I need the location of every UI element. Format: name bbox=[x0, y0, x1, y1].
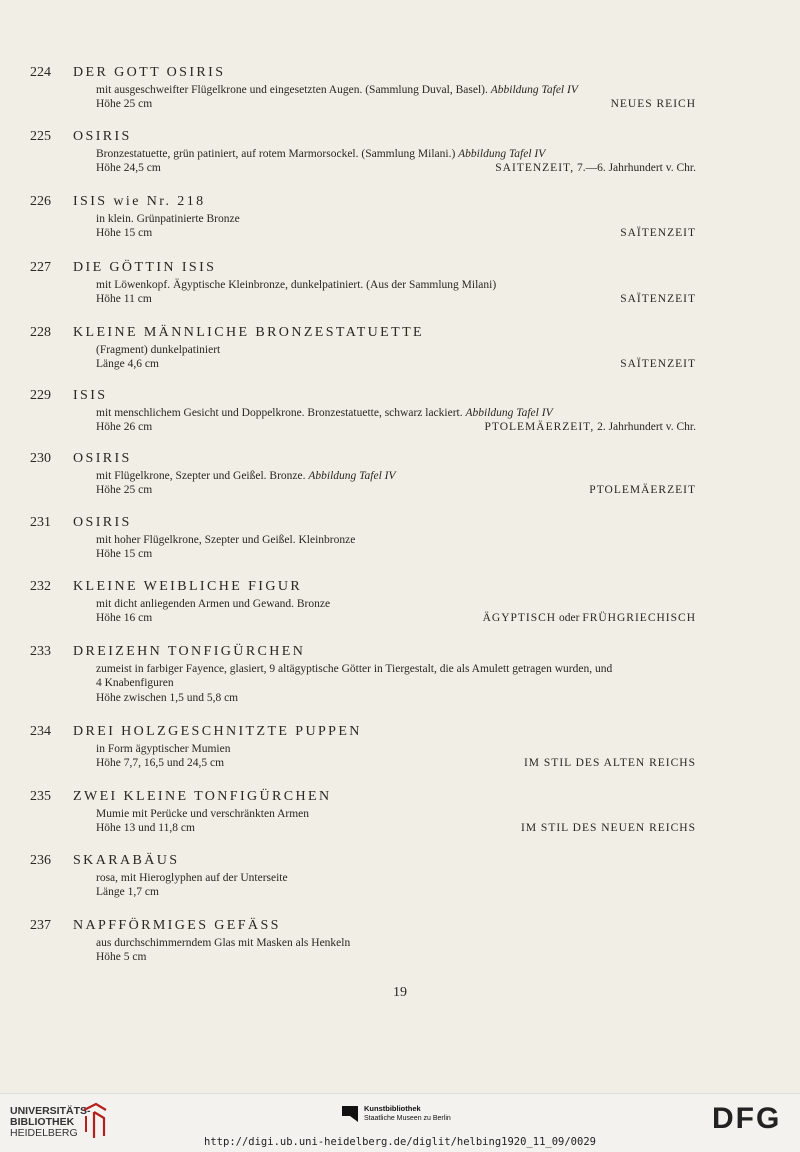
entry-line bbox=[96, 226, 696, 240]
entry-line-text: Höhe 15 cm bbox=[96, 548, 153, 561]
entry-line-text: Länge 1,7 cm bbox=[96, 886, 159, 899]
uni-line-2: BIBLIOTHEK bbox=[10, 1116, 75, 1128]
entry-period bbox=[620, 226, 696, 240]
entry-title: ISIS wie Nr. 218 bbox=[73, 194, 206, 209]
entry-number: 228 bbox=[30, 325, 51, 340]
uni-line-3: HEIDELBERG bbox=[10, 1127, 78, 1139]
entry-line-text: Höhe 11 cm bbox=[96, 293, 152, 306]
entry-line-text: mit Flügelkrone, Szepter und Geißel. Bronze. bbox=[96, 470, 309, 482]
entry-description bbox=[96, 147, 696, 176]
entry-period-alt: FRÜHGRIECHISCH bbox=[582, 612, 696, 625]
entry-line-text: Höhe zwischen 1,5 und 5,8 cm bbox=[96, 691, 239, 704]
kunst-line-2: Staatliche Museen zu Berlin bbox=[364, 1115, 451, 1122]
entry-line bbox=[96, 936, 696, 950]
entry-title: DREIZEHN TONFIGÜRCHEN bbox=[73, 644, 306, 659]
entry-line bbox=[96, 885, 696, 899]
entry-line bbox=[96, 420, 696, 434]
entry-number: 232 bbox=[30, 579, 51, 594]
entry-number: 229 bbox=[30, 388, 51, 403]
illustration-reference: Abbildung Tafel IV bbox=[465, 407, 553, 419]
entry-line bbox=[96, 212, 696, 226]
entry-period-main: IM STIL DES NEUEN REICHS bbox=[521, 822, 696, 835]
entry-line-text: Höhe 13 und 11,8 cm bbox=[96, 822, 195, 835]
entry-line bbox=[96, 597, 696, 611]
entry-period-main: PTOLEMÄERZEIT, bbox=[484, 421, 595, 434]
kunstbibliothek-logo[interactable] bbox=[340, 1104, 451, 1124]
entry-line bbox=[96, 292, 696, 306]
page-number: 19 bbox=[393, 985, 407, 1000]
entry-number: 224 bbox=[30, 65, 51, 80]
entry-description bbox=[96, 871, 696, 900]
entry-line bbox=[96, 83, 696, 97]
entry-title: OSIRIS bbox=[73, 451, 132, 466]
entry-line-text: in Form ägyptischer Mumien bbox=[96, 743, 231, 755]
entry-line bbox=[96, 756, 696, 770]
entry-description bbox=[96, 807, 696, 836]
entry-line bbox=[96, 871, 696, 885]
entry-description bbox=[96, 936, 696, 965]
entry-number: 234 bbox=[30, 724, 51, 739]
entry-description bbox=[96, 278, 696, 307]
entry-title: KLEINE WEIBLICHE FIGUR bbox=[73, 579, 303, 594]
entry-period-main: NEUES REICH bbox=[610, 98, 696, 111]
entry-period-main: ÄGYPTISCH bbox=[482, 612, 557, 625]
entry-line bbox=[96, 161, 696, 175]
entry-line-text: 4 Knabenfiguren bbox=[96, 677, 174, 690]
entry-period bbox=[611, 97, 696, 111]
entry-period-main: PTOLEMÄERZEIT bbox=[589, 484, 696, 497]
uni-line-1: UNIVERSITÄTS- bbox=[10, 1105, 91, 1117]
entry-line bbox=[96, 950, 696, 964]
entry-description bbox=[96, 83, 696, 112]
illustration-reference: Abbildung Tafel IV bbox=[490, 84, 578, 96]
entry-description bbox=[96, 533, 696, 562]
entry-line bbox=[96, 483, 696, 497]
entry-line bbox=[96, 807, 696, 821]
entry-description bbox=[96, 406, 696, 435]
entry-number: 237 bbox=[30, 918, 51, 933]
kunst-line-1: Kunstbibliothek bbox=[364, 1104, 421, 1113]
entry-period-detail: 7.—6. Jahrhundert v. Chr. bbox=[574, 162, 696, 175]
entry-period-main: SAITENZEIT, bbox=[495, 162, 575, 175]
entry-title: DIE GÖTTIN ISIS bbox=[73, 260, 217, 275]
entry-period-main: IM STIL DES ALTEN REICHS bbox=[523, 757, 696, 770]
entry-line-text: Höhe 15 cm bbox=[96, 227, 153, 240]
entry-line bbox=[96, 662, 696, 676]
entry-line-text: mit ausgeschweifter Flügelkrone und eingesetzten Augen. (Sammlung Duval, Basel). bbox=[96, 84, 491, 96]
entry-line bbox=[96, 406, 696, 420]
entry-line-text: Höhe 25 cm bbox=[96, 98, 153, 111]
entry-line-text: Bronzestatuette, grün patiniert, auf rotem Marmorsockel. (Sammlung Milani.) bbox=[96, 148, 459, 160]
entry-number: 236 bbox=[30, 853, 51, 868]
uni-heidelberg-wordmark[interactable] bbox=[10, 1106, 91, 1139]
entry-number: 230 bbox=[30, 451, 51, 466]
entry-line bbox=[96, 676, 696, 690]
entry-period-main: SAÏTENZEIT bbox=[620, 227, 696, 240]
entry-period-detail: 2. Jahrhundert v. Chr. bbox=[594, 421, 696, 434]
entry-title: OSIRIS bbox=[73, 515, 132, 530]
entry-period bbox=[484, 420, 696, 434]
entry-line bbox=[96, 533, 696, 547]
entry-line-text: Höhe 5 cm bbox=[96, 951, 147, 964]
entry-description bbox=[96, 212, 696, 241]
entry-description bbox=[96, 597, 696, 626]
entry-period bbox=[495, 161, 696, 175]
entry-line-text: rosa, mit Hieroglyphen auf der Unterseite bbox=[96, 872, 288, 884]
entry-line bbox=[96, 97, 696, 111]
entry-line bbox=[96, 147, 696, 161]
entry-title: ZWEI KLEINE TONFIGÜRCHEN bbox=[73, 789, 332, 804]
entry-line-text: in klein. Grünpatinierte Bronze bbox=[96, 213, 240, 225]
entry-line-text: Mumie mit Perücke und verschränkten Armen bbox=[96, 808, 310, 820]
entry-title: DER GOTT OSIRIS bbox=[73, 65, 226, 80]
entry-period bbox=[589, 483, 696, 497]
entry-line bbox=[96, 742, 696, 756]
entry-period bbox=[483, 611, 696, 625]
entry-number: 226 bbox=[30, 194, 51, 209]
entry-line bbox=[96, 469, 696, 483]
entry-title: DREI HOLZGESCHNITZTE PUPPEN bbox=[73, 724, 362, 739]
entry-line-text: Höhe 16 cm bbox=[96, 612, 153, 625]
entry-line-text: (Fragment) dunkelpatiniert bbox=[96, 344, 221, 356]
entry-period-detail: oder bbox=[556, 612, 583, 625]
entry-line-text: Höhe 25 cm bbox=[96, 484, 153, 497]
entry-number: 227 bbox=[30, 260, 51, 275]
entry-line bbox=[96, 691, 696, 705]
entry-number: 235 bbox=[30, 789, 51, 804]
entry-line-text: Höhe 24,5 cm bbox=[96, 162, 161, 175]
illustration-reference: Abbildung Tafel IV bbox=[458, 148, 546, 160]
entry-description bbox=[96, 742, 696, 771]
entry-number: 225 bbox=[30, 129, 51, 144]
entry-description bbox=[96, 662, 696, 705]
entry-line-text: mit menschlichem Gesicht und Doppelkrone. Bronzestatuette, schwarz lackiert. bbox=[96, 407, 466, 419]
entry-line bbox=[96, 547, 696, 561]
entry-period-main: SAÏTENZEIT bbox=[620, 293, 696, 306]
kunstbibliothek-icon bbox=[340, 1104, 360, 1124]
entry-line-text: Länge 4,6 cm bbox=[96, 358, 159, 371]
entry-line-text: mit dicht anliegenden Armen und Gewand. Bronze bbox=[96, 598, 331, 610]
entry-title: NAPFFÖRMIGES GEFÄSS bbox=[73, 918, 281, 933]
entry-line bbox=[96, 357, 696, 371]
page-url[interactable]: http://digi.ub.uni-heidelberg.de/diglit/helbing1920_11_09/0029 bbox=[204, 1136, 596, 1148]
entry-description bbox=[96, 343, 696, 372]
entry-title: OSIRIS bbox=[73, 129, 132, 144]
entry-description bbox=[96, 469, 696, 498]
entry-line-text: zumeist in farbiger Fayence, glasiert, 9 altägyptische Götter in Tiergestalt, die als Amulett getragen wurden, und bbox=[96, 663, 613, 675]
entry-title: KLEINE MÄNNLICHE BRONZESTATUETTE bbox=[73, 325, 424, 340]
entry-line-text: aus durchschimmerndem Glas mit Masken als Henkeln bbox=[96, 937, 351, 949]
entry-line-text: Höhe 7,7, 16,5 und 24,5 cm bbox=[96, 757, 225, 770]
entry-line-text: Höhe 26 cm bbox=[96, 421, 153, 434]
entry-number: 231 bbox=[30, 515, 51, 530]
illustration-reference: Abbildung Tafel IV bbox=[308, 470, 396, 482]
entry-title: SKARABÄUS bbox=[73, 853, 180, 868]
entry-number: 233 bbox=[30, 644, 51, 659]
entry-line bbox=[96, 611, 696, 625]
dfg-logo[interactable]: DFG bbox=[712, 1102, 782, 1135]
entry-title: ISIS bbox=[73, 388, 108, 403]
entry-period bbox=[620, 292, 696, 306]
entry-line bbox=[96, 343, 696, 357]
entry-line bbox=[96, 278, 696, 292]
entry-line-text: mit hoher Flügelkrone, Szepter und Geißel. Kleinbronze bbox=[96, 534, 356, 546]
entry-period bbox=[524, 756, 696, 770]
entry-line bbox=[96, 821, 696, 835]
entry-period-main: SAÏTENZEIT bbox=[620, 358, 696, 371]
entry-line-text: mit Löwenkopf. Ägyptische Kleinbronze, dunkelpatiniert. (Aus der Sammlung Milani) bbox=[96, 279, 497, 291]
entry-period bbox=[620, 357, 696, 371]
footer-bar bbox=[0, 1093, 800, 1152]
entry-period bbox=[521, 821, 696, 835]
